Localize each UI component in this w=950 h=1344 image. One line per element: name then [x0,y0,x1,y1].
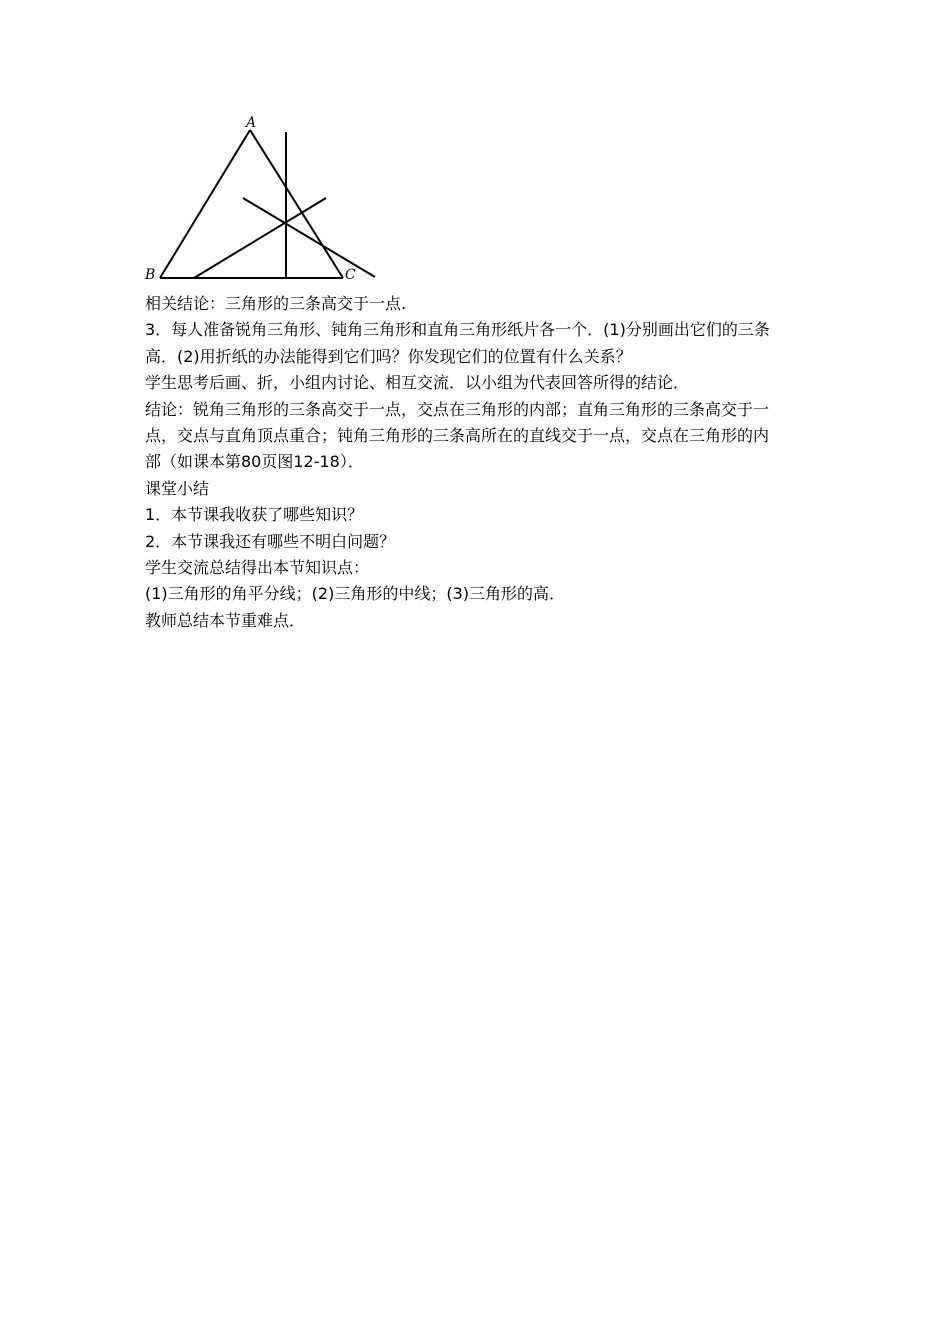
side-ab [160,130,250,278]
vertex-label-a: A [246,115,257,131]
result-line-3: 部（如课本第80页图12-18）． [145,452,364,472]
triangle-diagram [140,110,390,285]
task-3-line-1: 3．每人准备锐角三角形、钝角三角形和直角三角形纸片各一个．(1)分别画出它们的三条 [145,320,770,340]
body-text [145,291,810,634]
summary-question-1: 1．本节课我收获了哪些知识？ [145,505,364,525]
altitude-from-c [243,198,375,277]
triangle-altitudes-figure [140,110,390,285]
student-activity-line: 学生思考后画、折，小组内讨论、相互交流．以小组为代表回答所得的结论． [145,373,690,393]
knowledge-points: (1)三角形的角平分线；(2)三角形的中线；(3)三角形的高． [145,584,565,604]
teacher-summary: 教师总结本节重难点． [145,610,306,630]
summary-question-2: 2．本节课我还有哪些不明白问题？ [145,531,396,551]
result-line-1: 结论：锐角三角形的三条高交于一点，交点在三角形的内部；直角三角形的三条高交于一 [145,399,770,419]
student-summary-intro: 学生交流总结得出本节知识点： [145,558,370,578]
section-heading-summary: 课堂小结 [145,478,210,498]
task-3-line-2: 高．(2)用折纸的办法能得到它们吗？你发现它们的位置有什么关系？ [145,346,632,366]
side-ac [250,130,343,278]
altitude-from-b [194,198,326,278]
result-line-2: 点，交点与直角顶点重合；钝角三角形的三条高所在的直线交于一点，交点在三角形的内 [145,426,770,446]
vertex-label-c: C [345,267,356,283]
conclusion-line: 相关结论：三角形的三条高交于一点. [145,294,407,313]
vertex-label-b: B [145,267,156,283]
